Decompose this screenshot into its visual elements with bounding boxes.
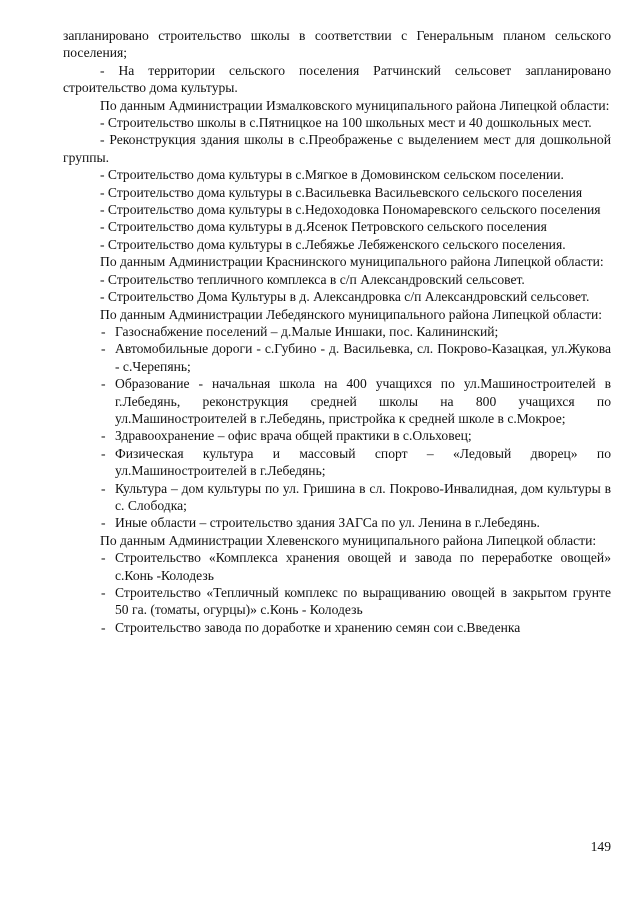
paragraph: - Строительство дома культуры в д.Ясенок Петровского сельского поселения	[100, 219, 547, 235]
list-item: - Здравоохранение – офис врача общей практики в с.Ольховец;	[101, 428, 472, 444]
paragraph: - Реконструкция здания школы в с.Преображенье с выделением мест для дошкольной группы.	[63, 132, 611, 165]
list-item: - Иные области – строительство здания ЗАГСа по ул. Ленина в г.Лебедянь.	[101, 515, 540, 531]
list-item: - Автомобильные дороги - с.Губино - д. Васильевка, сл. Покрово-Казацкая, ул.Жукова - с.Черепянь;	[101, 341, 611, 374]
paragraph: запланировано строительство школы в соответствии с Генеральным планом сельского поселения;	[63, 28, 611, 61]
list-item: - Культура – дом культуры по ул. Гришина в сл. Покрово-Инвалидная, дом культуры в с. Слободка;	[101, 480, 611, 513]
list-item: - Газоснабжение поселений – д.Малые Иншаки, пос. Калининский;	[101, 323, 499, 339]
section-intro: По данным Администрации Лебедянского муниципального района Липецкой области:	[100, 306, 603, 322]
khlevnoe-project-list	[63, 549, 611, 636]
section-intro: По данным Администрации Краснинского муниципального района Липецкой области:	[100, 254, 604, 270]
paragraph: - На территории сельского поселения Ратчинский сельсовет запланировано строительство дома культуры.	[63, 62, 611, 96]
body-text	[63, 27, 611, 636]
section-intro: По данным Администрации Хлевенского муниципального района Липецкой области:	[100, 532, 597, 548]
page-number: 149	[590, 839, 611, 854]
paragraph: - Строительство дома культуры в с.Васильевка Васильевского сельского поселения	[100, 184, 583, 200]
section-intro: По данным Администрации Измалковского муниципального района Липецкой области:	[100, 97, 610, 113]
list-item: - Строительство завода по доработке и хранению семян сои с.Введенка	[101, 619, 521, 635]
list-item: - Физическая культура и массовый спорт – «Ледовый дворец» по ул.Машиностроителей в г.Лебедянь;	[101, 445, 611, 479]
paragraph: - Строительство дома культуры в с.Недоходовка Пономаревского сельского поселения	[100, 202, 601, 218]
paragraph: - Строительство дома культуры в с.Лебяжье Лебяженского сельского поселения.	[100, 236, 566, 252]
list-item: - Строительство «Комплекса хранения овощей и завода по переработке овощей» с.Конь -Колодезь	[101, 550, 611, 583]
paragraph: - Строительство Дома Культуры в д. Александровка с/п Александровский сельсовет.	[100, 289, 590, 305]
paragraph: - Строительство тепличного комплекса в с/п Александровский сельсовет.	[100, 271, 525, 287]
list-item: - Образование - начальная школа на 400 учащихся по ул.Машиностроителей в г.Лебедянь, реконструкция средней школы на 800 учащихся по ул.Машиностроителей в г.Лебедянь, пристройка к средней школе в с.Мокрое;	[101, 376, 611, 426]
lebedyan-project-list	[63, 323, 611, 532]
paragraph: - Строительство школы в с.Пятницкое на 100 школьных мест и 40 дошкольных мест.	[100, 115, 592, 131]
paragraph: - Строительство дома культуры в с.Мягкое в Домовинском сельском поселении.	[100, 167, 564, 183]
list-item: - Строительство «Тепличный комплекс по выращиванию овощей в закрытом грунте 50 га. (томаты, огурцы)» с.Конь - Колодезь	[101, 585, 611, 618]
